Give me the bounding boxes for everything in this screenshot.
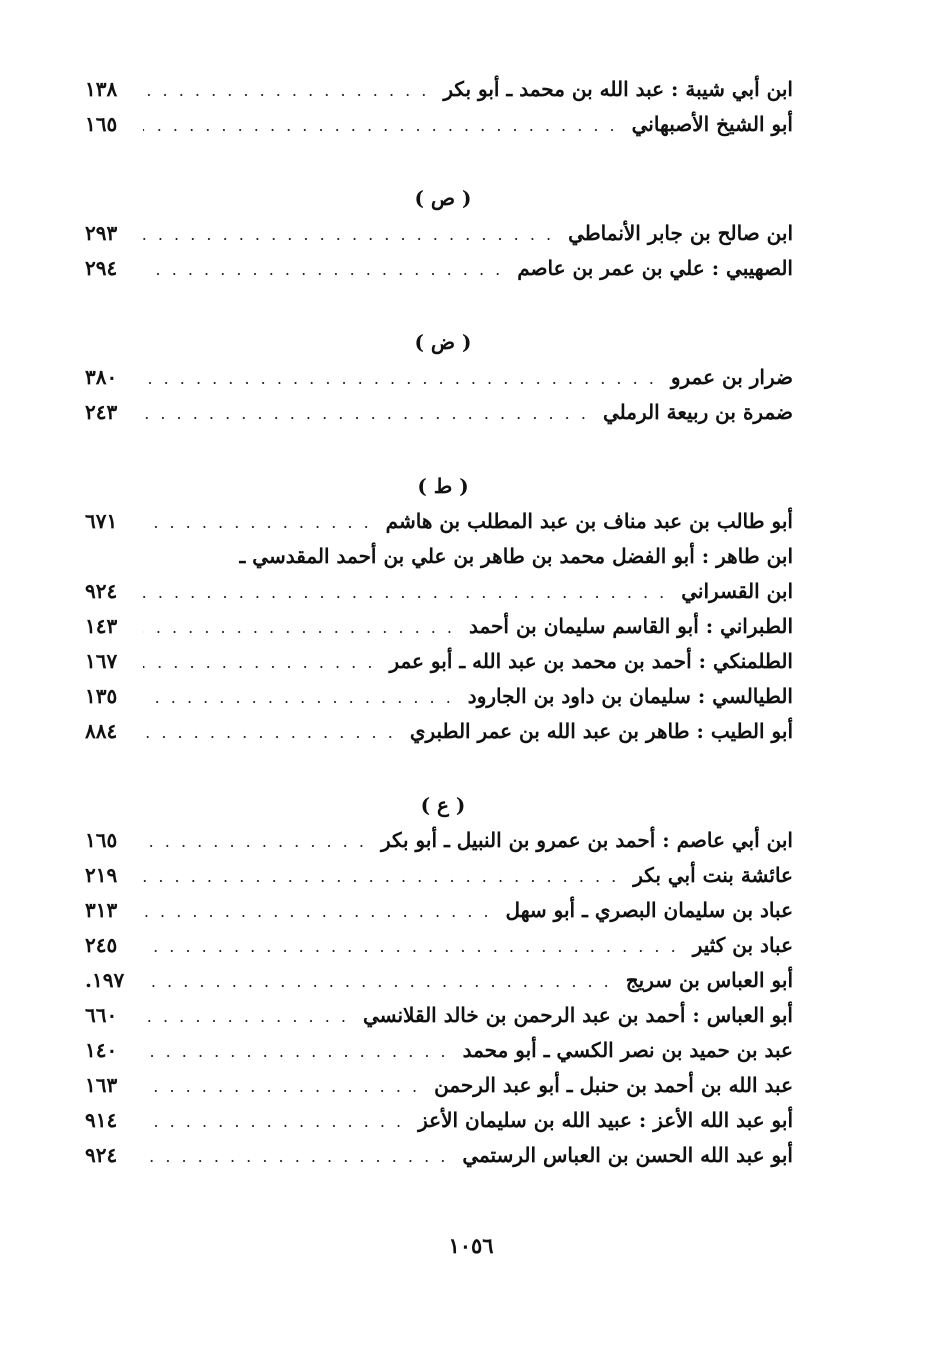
- entry-name: أبو الشيخ الأصبهاني: [631, 112, 793, 136]
- index-entry: [85, 998, 793, 1033]
- entry-name: الصهيبي : علي بن عمر بن عاصم: [517, 256, 793, 280]
- leader-dots: [143, 361, 657, 396]
- leader-dots: [143, 108, 618, 143]
- index-page: [85, 72, 793, 1173]
- leader-dots: [143, 999, 349, 1034]
- entry-name: أبو عبد الله الحسن بن العباس الرستمي: [462, 1143, 793, 1167]
- entry-name: عائشة بنت أبي بكر: [633, 863, 793, 887]
- index-entry: [85, 644, 793, 679]
- index-entry: [85, 609, 793, 644]
- leader-dots: [143, 1034, 449, 1069]
- entry-name: ضمرة بن ربيعة الرملي: [602, 400, 793, 424]
- index-entry: [85, 107, 793, 142]
- entry-name: الطيالسي : سليمان بن داود بن الجارود: [467, 684, 793, 708]
- entry-name: عباد بن سليمان البصري ـ أبو سهل: [505, 898, 793, 922]
- index-entry: [85, 858, 793, 893]
- leader-dots: [143, 715, 396, 750]
- entry-page: ٦٧١: [85, 509, 118, 533]
- leader-dots: [143, 1069, 420, 1104]
- entry-name: ابن القسراني: [681, 579, 793, 603]
- entry-page: ٣٨٠: [85, 365, 118, 389]
- entry-name: عبد الله بن أحمد بن حنبل ـ أبو عبد الرحمن: [434, 1073, 793, 1097]
- index-entry: [85, 574, 793, 609]
- entry-name: ابن طاهر : أبو الفضل محمد بن طاهر بن علي بن أحمد المقدسي ـ: [239, 544, 793, 568]
- index-entry: [85, 928, 793, 963]
- entry-page: ١٦٥: [85, 112, 118, 136]
- leader-dots: [143, 396, 589, 431]
- entry-page: ٢٤٥: [85, 933, 118, 957]
- index-entry: [85, 679, 793, 714]
- entry-name: عبد بن حميد بن نصر الكسي ـ أبو محمد: [462, 1038, 793, 1062]
- entry-page: ١٩٧.: [85, 968, 125, 992]
- index-entry: [85, 1033, 793, 1068]
- index-entry: [85, 72, 793, 107]
- page-number: ١٠٥٦: [448, 1233, 494, 1258]
- index-entry: [85, 539, 793, 574]
- entry-page: ١٦٣: [85, 1073, 118, 1097]
- leader-dots: [143, 73, 429, 108]
- entry-page: ١٤٠: [85, 1038, 118, 1062]
- leader-dots: [143, 610, 455, 645]
- entry-page: ٢٩٣: [85, 221, 118, 245]
- index-entry: [85, 360, 793, 395]
- index-entry: [85, 1068, 793, 1103]
- section-heading: ( ص ): [414, 186, 472, 210]
- entry-name: ابن أبي عاصم : أحمد بن عمرو بن النبيل ـ أبو بكر: [380, 828, 793, 852]
- index-entry: [85, 504, 793, 539]
- entry-page: ١٦٥: [85, 828, 118, 852]
- entry-page: ٩٢٤: [85, 1143, 118, 1167]
- entry-name: الطلمنكي : أحمد بن محمد بن عبد الله ـ أبو عمر: [389, 649, 793, 673]
- entry-page: ٣١٣: [85, 898, 118, 922]
- entry-page: ٢٤٣: [85, 400, 118, 424]
- entry-name: ضرار بن عمرو: [670, 365, 793, 389]
- entry-name: أبو عبد الله الأعز : عبيد الله بن سليمان الأعز: [418, 1108, 793, 1132]
- leader-dots: [143, 929, 679, 964]
- section-heading: ( ع ): [420, 793, 466, 817]
- entry-name: الطبراني : أبو القاسم سليمان بن أحمد: [469, 614, 793, 638]
- index-entry: [85, 823, 793, 858]
- entry-page: ٩٢٤: [85, 579, 118, 603]
- entry-name: أبو العباس بن سريج: [625, 968, 793, 992]
- section-heading: ( ض ): [414, 330, 472, 354]
- leader-dots: [143, 575, 667, 610]
- entry-name: أبو طالب بن عبد مناف بن عبد المطلب بن هاشم: [385, 509, 793, 533]
- entry-name: أبو الطيب : طاهر بن عبد الله بن عمر الطبري: [409, 719, 793, 743]
- entry-name: ابن أبي شيبة : عبد الله بن محمد ـ أبو بكر: [443, 77, 793, 101]
- entry-page: ٩١٤: [85, 1108, 118, 1132]
- entry-page: ٢١٩: [85, 863, 118, 887]
- leader-dots: [143, 505, 372, 540]
- index-entry: [85, 893, 793, 928]
- entry-page: ١٤٣: [85, 614, 118, 638]
- entry-page: ٢٩٤: [85, 256, 118, 280]
- entry-page: ١٣٨: [85, 77, 118, 101]
- leader-dots: [143, 859, 619, 894]
- leader-dots: [143, 217, 554, 252]
- index-entry: [85, 1103, 793, 1138]
- entry-page: ٦٦٠: [85, 1003, 118, 1027]
- index-entry: [85, 714, 793, 749]
- index-entry: [85, 1138, 793, 1173]
- leader-dots: [143, 645, 375, 680]
- entry-name: ابن صالح بن جابر الأنماطي: [568, 221, 793, 245]
- entry-page: ١٦٧: [85, 649, 118, 673]
- leader-dots: [143, 824, 367, 859]
- index-entry: [85, 963, 793, 998]
- section-heading: ( ط ): [417, 474, 469, 498]
- leader-dots: [143, 1139, 448, 1174]
- entry-page: ١٣٥: [85, 684, 118, 708]
- index-entry: [85, 395, 793, 430]
- leader-dots: [143, 252, 503, 287]
- entry-name: عباد بن كثير: [692, 933, 793, 957]
- leader-dots: [143, 894, 492, 929]
- leader-dots: [143, 680, 454, 715]
- leader-dots: [143, 964, 612, 999]
- index-entry: [85, 216, 793, 251]
- entry-page: ٨٨٤: [85, 719, 118, 743]
- index-entry: [85, 251, 793, 286]
- entry-name: أبو العباس : أحمد بن عبد الرحمن بن خالد القلانسي: [362, 1003, 793, 1027]
- leader-dots: [143, 1104, 404, 1139]
